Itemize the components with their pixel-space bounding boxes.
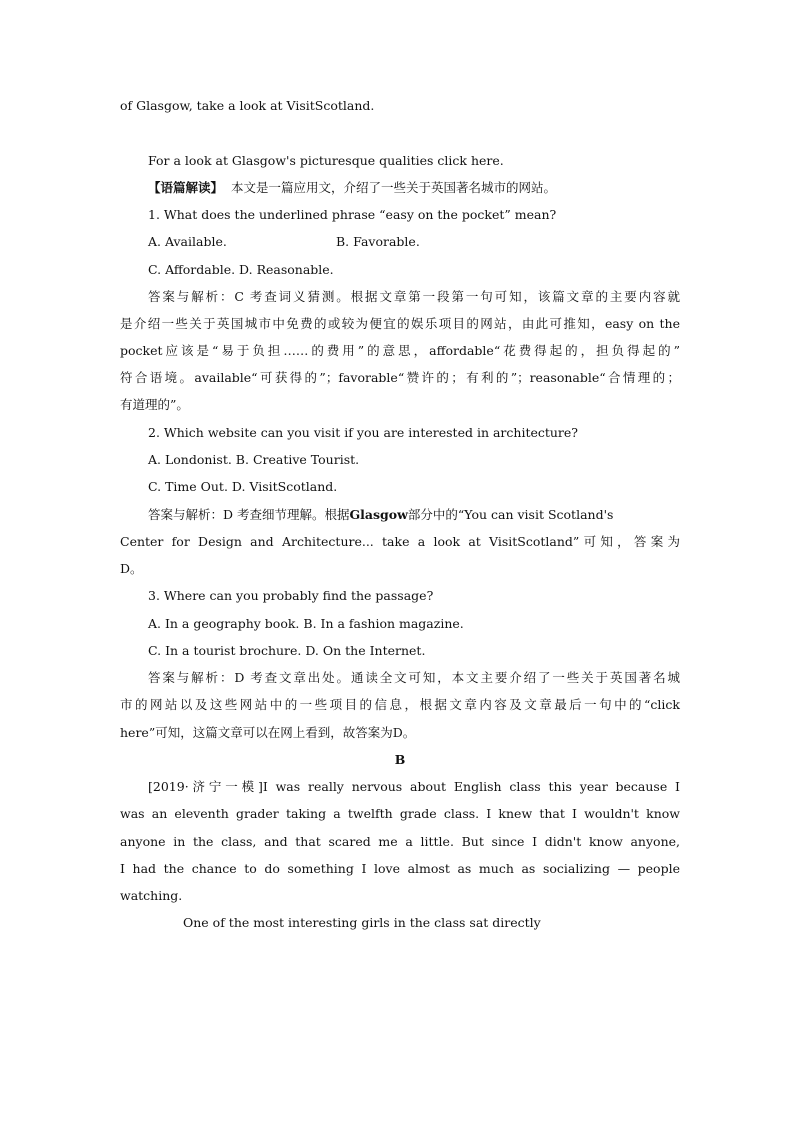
passage-line: was an eleventh grader taking a twelfth grade class. I knew that I wouldn't know <box>120 806 680 821</box>
answer-1-line: 有道理的”。 <box>120 397 189 412</box>
answer-1-line: 是介绍一些关于英国城市中免费的或较为便宜的娱乐项目的网站，由此可推知，easy on the <box>120 316 680 331</box>
section-heading: B <box>394 752 406 767</box>
passage-line: I had the chance to do something I love almost as much as socializing — people <box>120 861 680 876</box>
passage-line: watching. <box>120 888 183 903</box>
text-line: For a look at Glasgow's picturesque qualities click here. <box>148 153 504 168</box>
answer-1-line: 符合语境。available“可获得的”；favorable“赞许的；有利的”；reasonable“合情理的； <box>120 370 680 385</box>
option-a: A. Available. <box>148 234 227 249</box>
answer-2-line: D。 <box>120 561 143 576</box>
answer-2-prefix: 答案与解析：D 考查细节理解。根据 <box>148 507 350 522</box>
question-1-options-cd: C. Affordable. D. Reasonable. <box>148 262 334 277</box>
question-3: 3. Where can you probably find the passage? <box>148 588 434 603</box>
answer-1-line: pocket应该是“易于负担……的费用”的意思，affordable“花费得起的，担负得起的” <box>120 343 680 358</box>
question-2-options-ab: A. Londonist. B. Creative Tourist. <box>148 452 360 467</box>
question-3-options-cd: C. In a tourist brochure. D. On the Internet. <box>148 643 426 658</box>
answer-2-keyword: Glasgow <box>349 507 408 522</box>
passage-line: [2019·济宁一模]I was really nervous about English class this year because I <box>148 779 680 794</box>
analysis-text: 本文是一篇应用文，介绍了一些关于英国著名城市的网站。 <box>230 180 556 195</box>
question-2: 2. Which website can you visit if you are interested in architecture? <box>148 425 579 440</box>
question-1: 1. What does the underlined phrase “easy on the pocket” mean? <box>148 207 557 222</box>
passage-analysis <box>148 180 680 196</box>
option-b: B. Favorable. <box>336 234 420 249</box>
question-3-options-ab: A. In a geography book. B. In a fashion magazine. <box>148 616 464 631</box>
question-2-options-cd: C. Time Out. D. VisitScotland. <box>148 479 338 494</box>
question-1-options-ab <box>148 234 680 250</box>
passage-line: One of the most interesting girls in the class sat directly <box>183 915 541 930</box>
answer-3-line: 答案与解析：D 考查文章出处。通读全文可知，本文主要介绍了一些关于英国著名城 <box>148 670 680 685</box>
answer-2-suffix: 部分中的“You can visit Scotland's <box>407 507 614 522</box>
answer-2-line <box>148 507 680 523</box>
answer-1-line: 答案与解析：C 考查词义猜测。根据文章第一段第一句可知，该篇文章的主要内容就 <box>148 289 680 304</box>
analysis-tag: 【语篇解读】 <box>148 180 224 195</box>
answer-3-line: here”可知，这篇文章可以在网上看到，故答案为D。 <box>120 725 416 740</box>
answer-2-line: Center for Design and Architecture... take a look at VisitScotland”可知，答案为 <box>120 534 680 549</box>
passage-line: anyone in the class, and that scared me a little. But since I didn't know anyone, <box>120 834 680 849</box>
text-line: of Glasgow, take a look at VisitScotland. <box>120 98 375 113</box>
answer-3-line: 市的网站以及这些网站中的一些项目的信息，根据文章内容及文章最后一句中的“click <box>120 697 680 712</box>
